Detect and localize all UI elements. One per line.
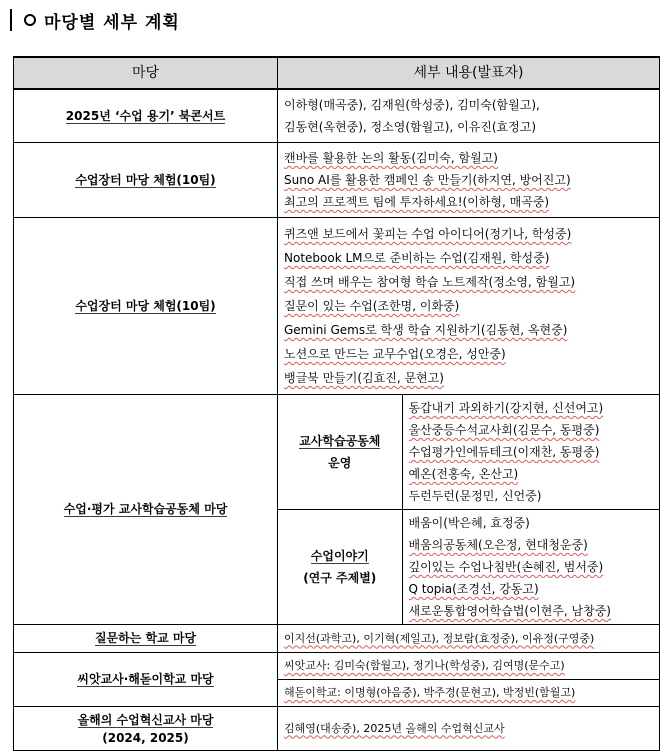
detail-line: 최고의 프로젝트 팀에 투자하세요!(이하형, 매곡중) bbox=[284, 195, 550, 209]
detail-line: 예온(전홍숙, 온산고) bbox=[408, 467, 519, 481]
detail-line: 배움이(박은혜, 효정중) bbox=[408, 516, 530, 530]
details-cell bbox=[278, 89, 660, 143]
detail-line: 울산중등수석교사회(김문수, 동평중) bbox=[408, 423, 600, 437]
madang-label: 수업장터 마당 체험(10팀) bbox=[75, 172, 216, 187]
detail-line: 노션으로 만드는 교무수업(오경은, 성안중) bbox=[284, 347, 506, 361]
madang-cell bbox=[14, 89, 278, 143]
detail-line: 퀴즈앤 보드에서 꽃피는 수업 아이디어(정기나, 학성중) bbox=[284, 227, 572, 241]
madang-cell bbox=[14, 143, 278, 218]
detail-line: 해돋이학교: 이명형(야음중), 박주경(문현고), 박정빈(함월고) bbox=[284, 686, 576, 699]
circle-bullet-icon bbox=[24, 14, 36, 26]
group-name: 수업이야기 bbox=[310, 549, 369, 563]
detail-line: 김동현(옥현중), 정소영(함월고), 이유진(효정고) bbox=[284, 120, 537, 134]
table-row bbox=[14, 218, 660, 395]
group-name: 교사학습공동체 bbox=[299, 434, 381, 448]
detail-line: 새로운통합영어학습법(이현주, 남창중) bbox=[408, 604, 611, 618]
group-details-cell bbox=[402, 395, 659, 510]
madang-label: 2025년 ‘수업 용기’ 북콘서트 bbox=[65, 108, 226, 123]
table-row bbox=[14, 143, 660, 218]
detail-line: Q topia(조경선, 강동고) bbox=[408, 582, 539, 596]
detail-line: 뱅글북 만들기(김효진, 문현고) bbox=[284, 371, 444, 385]
detail-line: 직접 쓰며 배우는 참여형 학습 노트제작(정소영, 함월고) bbox=[284, 275, 576, 289]
detail-line: 깊이있는 수업나침반(손혜진, 범서중) bbox=[408, 560, 604, 574]
madang-cell bbox=[14, 395, 278, 625]
detail-line: 수업평가인에듀테크(이재찬, 동평중) bbox=[408, 445, 600, 459]
heading-bar bbox=[10, 9, 12, 31]
details-cell bbox=[278, 653, 660, 707]
plan-table bbox=[13, 56, 660, 751]
details-cell bbox=[278, 707, 660, 751]
group-name-sub: (연구 주제별) bbox=[303, 571, 377, 585]
header-details: 세부 내용(발표자) bbox=[278, 57, 660, 89]
group-name-sub: 운영 bbox=[328, 456, 352, 470]
table-row bbox=[14, 653, 660, 707]
detail-line: 씨앗교사: 김미숙(함월고), 정기나(학성중), 김여명(문수고) bbox=[278, 653, 659, 680]
detail-line: 동갑내기 과외하기(강지현, 신선여고) bbox=[408, 401, 604, 415]
detail-line: Notebook LM으로 준비하는 수업(김재원, 학성중) bbox=[284, 251, 550, 265]
header-madang: 마당 bbox=[14, 57, 278, 89]
madang-cell bbox=[14, 625, 278, 653]
community-subtable bbox=[278, 395, 659, 624]
detail-line: 배움의공동체(오은정, 현대청운중) bbox=[408, 538, 588, 552]
table-row bbox=[14, 707, 660, 751]
madang-cell bbox=[14, 218, 278, 395]
details-cell bbox=[278, 143, 660, 218]
madang-label: 질문하는 학교 마당 bbox=[94, 631, 197, 645]
details-cell bbox=[278, 625, 660, 653]
table-row bbox=[14, 89, 660, 143]
details-cell bbox=[278, 218, 660, 395]
group-name-cell bbox=[278, 510, 402, 625]
madang-label: 수업·평가 교사학습공동체 마당 bbox=[63, 502, 228, 516]
madang-label: 올해의 수업혁신교사 마당 bbox=[77, 712, 214, 727]
group-name-cell bbox=[278, 395, 402, 510]
subtable-row bbox=[278, 510, 659, 625]
detail-line: 이지선(과학고), 이기혁(제일고), 정보람(효정중), 이유정(구영중) bbox=[284, 631, 595, 645]
detail-line: 이하형(매곡중), 김재원(학성중), 김미숙(함월고), bbox=[284, 98, 540, 112]
detail-line: 캔바를 활용한 논의 활동(김미숙, 함월고) bbox=[284, 151, 498, 165]
madang-cell bbox=[14, 707, 278, 751]
madang-label-sub: (2024, 2025) bbox=[102, 730, 189, 745]
group-details-cell bbox=[402, 510, 659, 625]
madang-cell bbox=[14, 653, 278, 707]
table-row bbox=[14, 625, 660, 653]
detail-line: 김혜영(대송중), 2025년 올해의 수업혁신교사 bbox=[284, 721, 505, 735]
subtable-row bbox=[278, 395, 659, 510]
madang-label: 씨앗교사·해돋이학교 마당 bbox=[77, 672, 214, 686]
detail-line: Suno AI를 활용한 캠페인 송 만들기(하지연, 방어진고) bbox=[284, 173, 571, 187]
detail-line: 두런두런(문정민, 신언중) bbox=[408, 489, 542, 503]
table-row bbox=[14, 395, 660, 625]
detail-line: Gemini Gems로 학생 학습 지원하기(김동현, 옥현중) bbox=[284, 323, 568, 337]
heading-title: 마당별 세부 계획 bbox=[44, 12, 180, 33]
section-heading bbox=[10, 7, 180, 33]
detail-line: 질문이 있는 수업(조한명, 이화중) bbox=[284, 299, 460, 313]
madang-label: 수업장터 마당 체험(10팀) bbox=[75, 298, 216, 313]
details-cell bbox=[278, 395, 660, 625]
